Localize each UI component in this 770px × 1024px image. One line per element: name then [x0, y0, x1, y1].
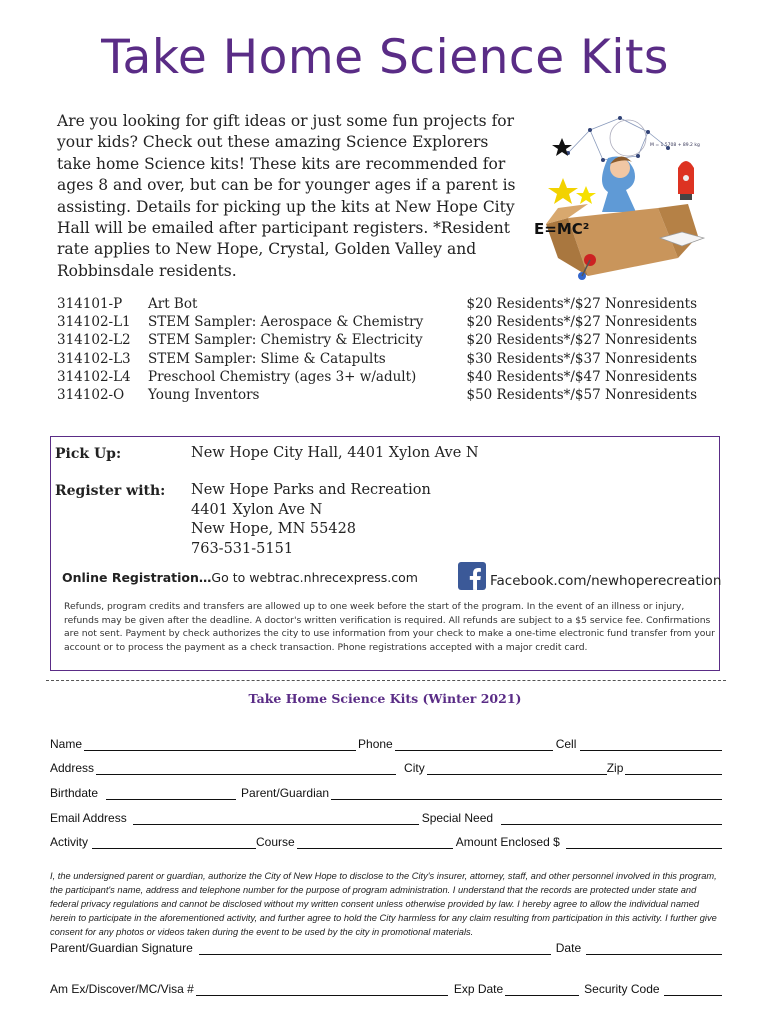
cell-label: Cell: [555, 737, 577, 751]
facebook-text: Facebook.com/newhoperecreation: [490, 573, 722, 589]
pickup-label: Pick Up:: [55, 446, 122, 462]
kit-row: [57, 350, 697, 368]
kit-name: STEM Sampler: Slime & Catapults: [148, 350, 386, 367]
yellow-star-icon: [548, 178, 578, 204]
kit-code: 314102-L3: [57, 350, 131, 367]
date-label: Date: [555, 941, 582, 955]
kit-name: Preschool Chemistry (ages 3+ w/adult): [148, 368, 417, 385]
exp-date-label: Exp Date: [453, 982, 504, 996]
facebook-link[interactable]: [458, 562, 721, 590]
form-row-address: [50, 761, 722, 775]
special-need-field[interactable]: [501, 812, 722, 825]
yellow-star-icon: [576, 186, 596, 204]
signature-label: Parent/Guardian Signature: [50, 941, 193, 955]
email-field[interactable]: [133, 812, 419, 825]
amount-field[interactable]: [566, 836, 722, 849]
kit-price: $50 Residents*/$57 Nonresidents: [466, 387, 697, 404]
kit-name: STEM Sampler: Chemistry & Electricity: [148, 332, 423, 349]
info-box: [50, 436, 720, 671]
birthdate-field[interactable]: [106, 787, 236, 800]
address-field[interactable]: [96, 762, 396, 775]
form-row-card: [50, 982, 722, 996]
cell-field[interactable]: [580, 738, 722, 751]
activity-field[interactable]: [92, 836, 256, 849]
kit-row: [57, 331, 697, 349]
course-field[interactable]: [297, 836, 453, 849]
formula-text: E=MC²: [534, 220, 590, 238]
cardboard-box: [568, 208, 678, 276]
kit-name: Art Bot: [148, 296, 198, 312]
kit-code: 314102-O: [57, 387, 125, 404]
birthdate-label: Birthdate: [50, 786, 99, 800]
register-address: New Hope Parks and Recreation 4401 Xylon Ave N New Hope, MN 55428 763-531-5151: [191, 482, 431, 557]
form-row-signature: [50, 941, 722, 955]
kit-price: $20 Residents*/$27 Nonresidents: [466, 296, 697, 312]
email-label: Email Address: [50, 811, 127, 825]
kit-code: 314102-L4: [57, 368, 131, 385]
register-label: Register with:: [55, 483, 166, 499]
card-number-field[interactable]: [196, 983, 448, 996]
kit-row: [57, 313, 697, 331]
kit-price: $20 Residents*/$27 Nonresidents: [466, 314, 697, 331]
city-field[interactable]: [427, 762, 607, 775]
parent-guardian-label: Parent/Guardian: [241, 786, 330, 800]
cut-line: [46, 680, 726, 681]
exp-date-field[interactable]: [505, 983, 579, 996]
address-label: Address: [50, 761, 95, 775]
card-number-label: Am Ex/Discover/MC/Visa #: [50, 982, 194, 996]
kit-row: [57, 368, 697, 386]
form-title: Take Home Science Kits (Winter 2021): [248, 691, 522, 706]
zip-label: Zip: [606, 761, 624, 775]
activity-label: Activity: [50, 835, 89, 849]
phone-field[interactable]: [395, 738, 553, 751]
consent-statement: I, the undersigned parent or guardian, authorize the City of New Hope to disclose to the City's insurer, attorney, staff, and other personnel involved in this program, the participant's name, address and telephone number for the purpose of program administration. I understand that the records are protected under state and federal privacy regulations and cannot be disclosed without my written consent unless otherwise provided by law. I hereby agree to allow the individual named herein to participate in the aforementioned activity, and further agree to hold the City harmless for any claim resulting from participation in this activity. I further give consent for any photos or videos taken during the event to be used by the city in promotional materials.: [50, 871, 717, 937]
kit-row: [57, 295, 697, 313]
security-code-field[interactable]: [664, 983, 722, 996]
kit-code: 314101-P: [57, 296, 123, 312]
date-field[interactable]: [586, 942, 722, 955]
pickup-value: New Hope City Hall, 4401 Xylon Ave N: [191, 445, 479, 461]
constellation-graphic: [568, 118, 668, 160]
kit-code: 314102-L2: [57, 332, 131, 349]
phone-label: Phone: [358, 737, 393, 751]
online-registration-label: Online Registration…: [62, 570, 212, 585]
kit-list: [57, 295, 697, 404]
parent-guardian-field[interactable]: [331, 787, 722, 800]
facebook-icon: [458, 562, 486, 590]
kit-price: $20 Residents*/$27 Nonresidents: [466, 332, 697, 349]
refund-policy: Refunds, program credits and transfers are allowed up to one week before the start of the program. In the event of an illness or injury, refunds may be given after the deadline. A doctor's written verification is required. All refunds are subject to a $5 service fee. Confirmations are not sent. Payment by check authorizes the city to use information from your check to make a one-time electronic fund transfer from your account or to process the payment as a check transaction. Phone registrations accepted with a major credit card.: [64, 601, 715, 653]
science-kid-illustration: [528, 108, 708, 286]
kit-name: STEM Sampler: Aerospace & Chemistry: [148, 314, 424, 331]
form-row-name: [50, 737, 722, 751]
illustration-note: M = 1.5708 + 89.2 kg: [650, 143, 700, 148]
intro-paragraph: Are you looking for gift ideas or just some fun projects for your kids? Check out these amazing Science Explorers take home Science kits! These kits are recommended for ages 8 and over, but can be for younger ages if a parent is assisting. Details for picking up the kits at New Hope City Hall will be emailed after participant registers. *Resident rate applies to New Hope, Crystal, Golden Valley and Robbinsdale residents.: [57, 112, 516, 280]
online-registration-link[interactable]: Go to webtrac.nhrecexpress.com: [211, 570, 418, 585]
city-label: City: [404, 761, 425, 775]
online-registration: [62, 570, 418, 585]
zip-field[interactable]: [625, 762, 722, 775]
form-row-activity: [50, 835, 722, 849]
special-need-label: Special Need: [421, 811, 494, 825]
security-code-label: Security Code: [584, 982, 660, 996]
kit-price: $40 Residents*/$47 Nonresidents: [466, 368, 697, 385]
kit-row: [57, 386, 697, 404]
rocket-icon: [678, 161, 694, 200]
form-row-email: [50, 811, 722, 825]
form-row-birthdate: [50, 786, 722, 800]
signature-field[interactable]: [199, 942, 551, 955]
kit-name: Young Inventors: [148, 387, 260, 404]
kit-code: 314102-L1: [57, 314, 131, 331]
page-title: Take Home Science Kits: [101, 30, 669, 85]
amount-label: Amount Enclosed $: [455, 835, 560, 849]
name-field[interactable]: [84, 738, 356, 751]
course-label: Course: [256, 835, 295, 849]
kit-price: $30 Residents*/$37 Nonresidents: [466, 350, 697, 367]
name-label: Name: [50, 737, 83, 751]
